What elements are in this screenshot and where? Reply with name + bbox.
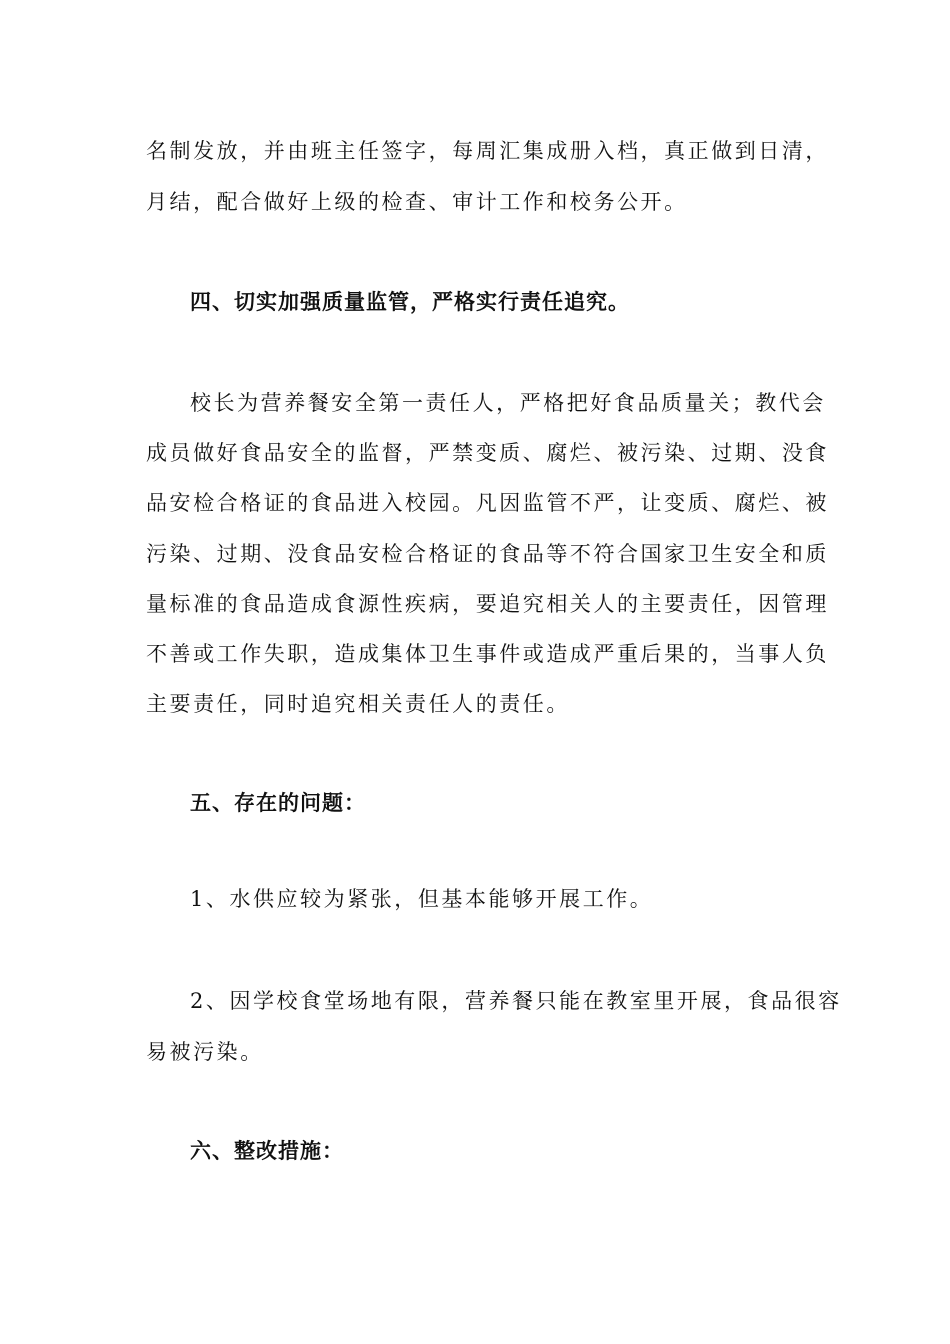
problem-item-1: 1、水供应较为紧张，但基本能够开展工作。 [190,887,654,911]
section-heading-5: 五、存在的问题： [190,791,366,815]
paragraph-line: 主要责任，同时追究相关责任人的责任。 [146,692,570,716]
paragraph-line: 名制发放，并由班主任签字，每周汇集成册入档，真正做到日清， [146,139,829,163]
section-heading-4: 四、切实加强质量监管，严格实行责任追究。 [190,290,630,314]
paragraph-line: 不善或工作失职，造成集体卫生事件或造成严重后果的，当事人负 [146,642,829,666]
paragraph-line: 成员做好食品安全的监督，严禁变质、腐烂、被污染、过期、没食 [146,441,829,465]
section-heading-6: 六、整改措施： [190,1139,344,1163]
paragraph-line: 量标准的食品造成食源性疾病，要追究相关人的主要责任，因管理 [146,592,829,616]
paragraph-line: 污染、过期、没食品安检合格证的食品等不符合国家卫生安全和质 [146,542,829,566]
paragraph-line: 月结，配合做好上级的检查、审计工作和校务公开。 [146,190,688,214]
problem-item-2-line: 2、因学校食堂场地有限，营养餐只能在教室里开展，食品很容 [190,989,842,1013]
paragraph-line: 品安检合格证的食品进入校园。凡因监管不严，让变质、腐烂、被 [146,491,829,515]
problem-item-2-line: 易被污染。 [146,1040,264,1064]
paragraph-line: 校长为营养餐安全第一责任人，严格把好食品质量关；教代会 [190,391,826,415]
